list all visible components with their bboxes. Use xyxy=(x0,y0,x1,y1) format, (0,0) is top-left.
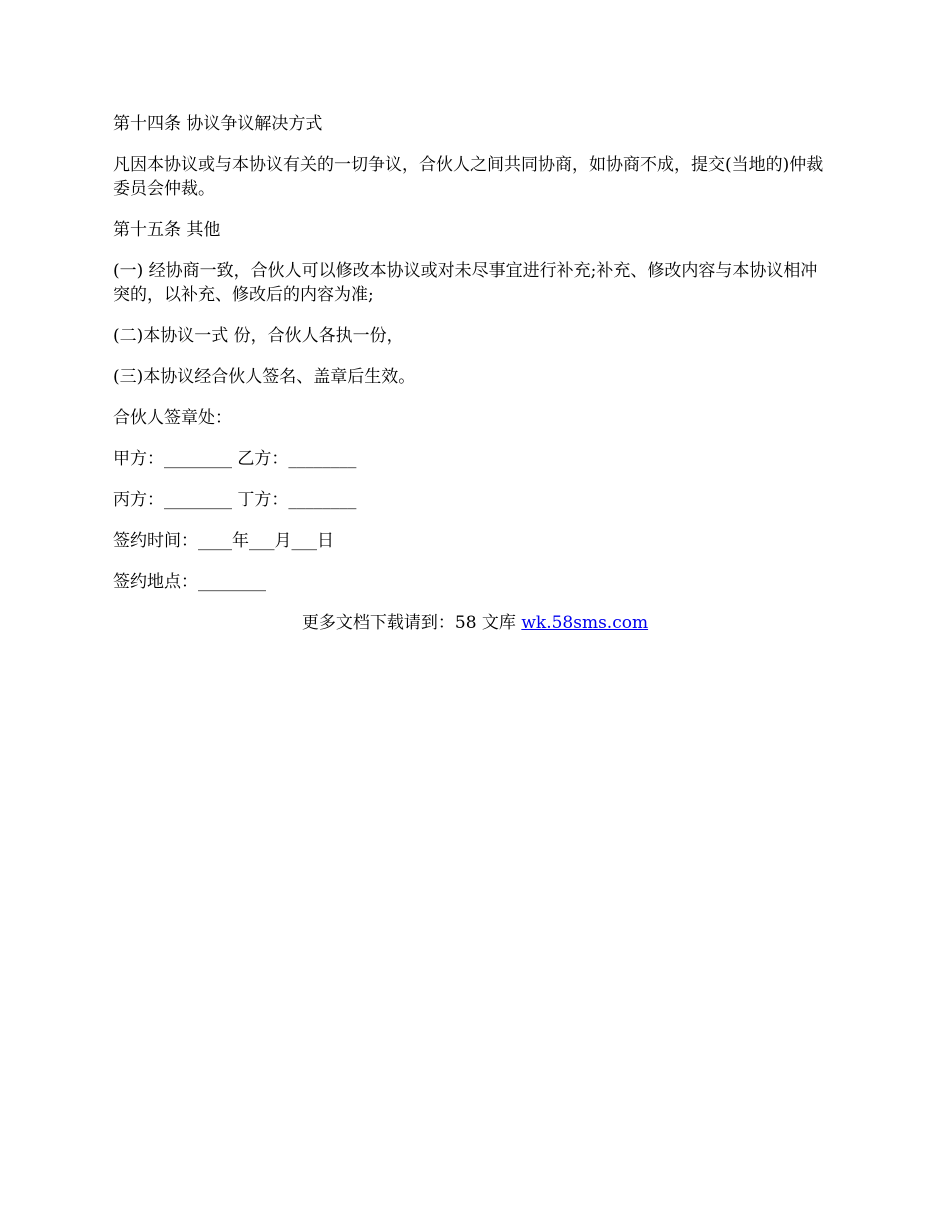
article-14-heading: 第十四条 协议争议解决方式 xyxy=(113,114,323,134)
article-15-clause-2: (二)本协议一式 份，合伙人各执一份， xyxy=(113,326,404,346)
footer-link[interactable]: wk.58sms.com xyxy=(521,613,649,633)
signature-line-party-c-d: 丙方：________ 丁方：________ xyxy=(113,490,357,510)
signature-section-label: 合伙人签章处： xyxy=(113,408,232,428)
article-14-body: 凡因本协议或与本协议有关的一切争议，合伙人之间共同协商，如协商不成，提交(当地的)仲裁委员会仲裁。 xyxy=(113,155,824,199)
article-15-clause-3: (三)本协议经合伙人签名、盖章后生效。 xyxy=(113,367,416,387)
signing-place-line: 签约地点：________ xyxy=(113,572,266,592)
article-15-heading: 第十五条 其他 xyxy=(113,220,221,240)
download-footer xyxy=(113,611,829,635)
signature-line-party-a-b: 甲方：________ 乙方：________ xyxy=(113,449,357,469)
signing-date-line: 签约时间：____年___月___日 xyxy=(113,531,334,551)
document-page xyxy=(113,112,829,635)
footer-text: 更多文档下载请到：58 文库 xyxy=(301,613,522,633)
article-15-clause-1: (一) 经协商一致，合伙人可以修改本协议或对未尽事宜进行补充;补充、修改内容与本协议相冲突的，以补充、修改后的内容为准; xyxy=(113,261,818,305)
